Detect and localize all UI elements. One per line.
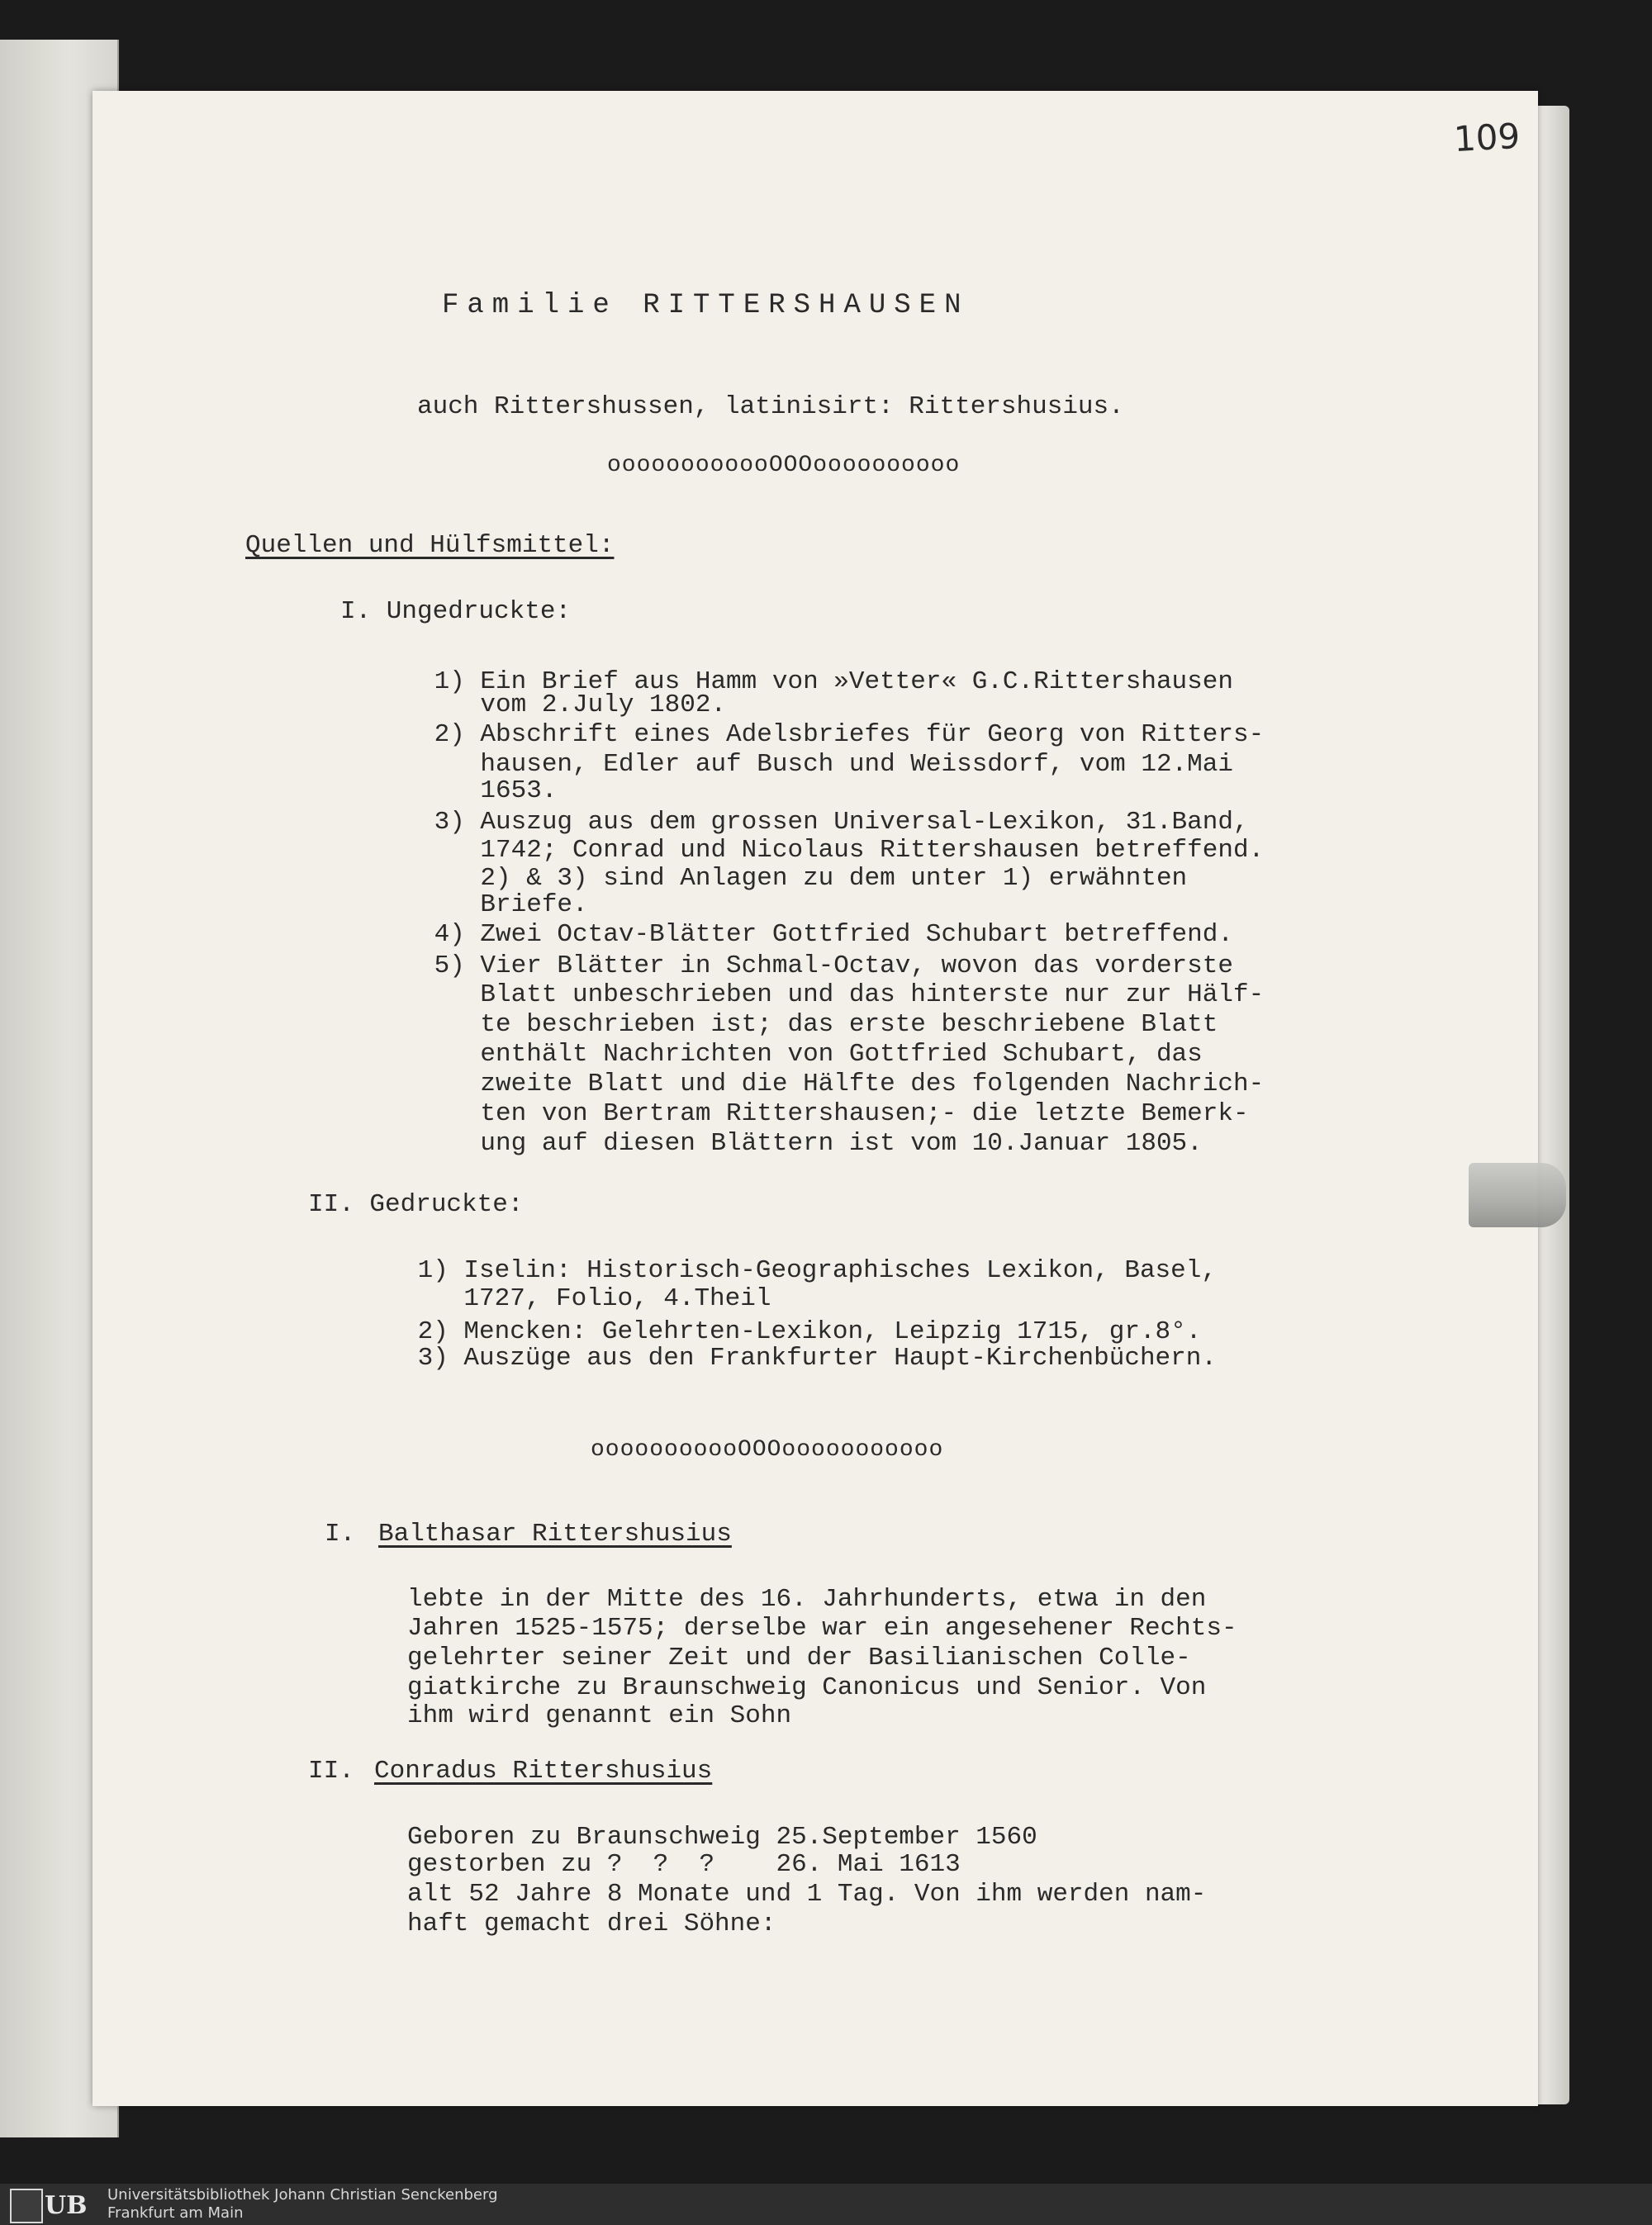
person-text-line: ihm wird genannt ein Sohn xyxy=(407,1701,792,1730)
list-item: 1727, Folio, 4.Theil xyxy=(402,1284,771,1313)
list-item: 1) Iselin: Historisch-Geographisches Lexikon, Basel, xyxy=(402,1256,1217,1285)
printed-heading: II. Gedruckte: xyxy=(308,1190,524,1219)
footer-institution: Universitätsbibliothek Johann Christian Senckenberg xyxy=(107,2186,498,2204)
list-item: vom 2.July 1802. xyxy=(419,690,727,719)
page-number: 109 xyxy=(1452,115,1521,160)
list-item: te beschrieben ist; das erste beschriebene Blatt xyxy=(419,1010,1218,1039)
list-item: 4) Zwei Octav-Blätter Gottfried Schubart betreffend. xyxy=(419,920,1233,949)
list-item: 2) & 3) sind Anlagen zu dem unter 1) erwähnten xyxy=(419,864,1188,893)
person-text-line: gestorben zu ? ? ? 26. Mai 1613 xyxy=(407,1850,961,1879)
person-name: Conradus Rittershusius xyxy=(374,1757,713,1786)
ub-logo-text: UB xyxy=(45,2191,88,2220)
footer-bar xyxy=(0,2184,1652,2225)
person-text-line: gelehrter seiner Zeit und der Basilianischen Colle- xyxy=(407,1644,1191,1672)
sources-heading: Quellen und Hülfsmittel: xyxy=(245,531,615,560)
list-item: 5) Vier Blätter in Schmal-Octav, wovon das vorderste xyxy=(419,951,1233,980)
list-item: 1) Ein Brief aus Hamm von »Vetter« G.C.Rittershausen xyxy=(419,667,1233,696)
list-item: ung auf diesen Blättern ist vom 10.Januar 1805. xyxy=(419,1129,1203,1158)
list-item: Blatt unbeschrieben und das hinterste nur zur Hälf- xyxy=(419,980,1265,1009)
divider-middle: ooooooooooOOOooooooooooo xyxy=(591,1437,944,1463)
list-item: 1653. xyxy=(419,776,558,805)
person-name: Balthasar Rittershusius xyxy=(378,1520,732,1549)
list-item: 2) Mencken: Gelehrten-Lexikon, Leipzig 1715, gr.8°. xyxy=(402,1317,1202,1346)
list-item: zweite Blatt und die Hälfte des folgenden Nachrich- xyxy=(419,1070,1265,1098)
unprinted-heading: I. Ungedruckte: xyxy=(340,597,572,626)
person-numeral: II. xyxy=(308,1757,354,1786)
person-text-line: giatkirche zu Braunschweig Canonicus und Senior. Von xyxy=(407,1673,1207,1702)
person-text-line: Geboren zu Braunschweig 25.September 1560 xyxy=(407,1823,1037,1852)
document-subtitle: auch Rittershussen, latinisirt: Rittershusius. xyxy=(417,392,1124,421)
list-item: 2) Abschrift eines Adelsbriefes für Georg von Ritters- xyxy=(419,720,1265,749)
person-text-line: Jahren 1525-1575; derselbe war ein angesehener Rechts- xyxy=(407,1614,1237,1643)
list-item: 3) Auszug aus dem grossen Universal-Lexikon, 31.Band, xyxy=(419,808,1249,837)
person-text-line: alt 52 Jahre 8 Monate und 1 Tag. Von ihm werden nam- xyxy=(407,1880,1207,1909)
list-item: Briefe. xyxy=(419,890,588,919)
divider-top: oooooooooooOOOoooooooooo xyxy=(607,453,961,478)
document-title: Familie RITTERSHAUSEN xyxy=(442,290,970,321)
list-item: 3) Auszüge aus den Frankfurter Haupt-Kirchenbüchern. xyxy=(402,1344,1217,1373)
page-clip xyxy=(1469,1163,1566,1227)
list-item: enthält Nachrichten von Gottfried Schubart, das xyxy=(419,1040,1203,1069)
person-numeral: I. xyxy=(325,1520,356,1549)
list-item: 1742; Conrad und Nicolaus Rittershausen betreffend. xyxy=(419,836,1265,865)
list-item: ten von Bertram Rittershausen;- die letzte Bemerk- xyxy=(419,1099,1249,1128)
list-item: hausen, Edler auf Busch und Weissdorf, vom 12.Mai xyxy=(419,750,1233,779)
person-text-line: lebte in der Mitte des 16. Jahrhunderts, etwa in den xyxy=(407,1585,1207,1614)
person-text-line: haft gemacht drei Söhne: xyxy=(407,1910,776,1938)
footer-city: Frankfurt am Main xyxy=(107,2204,244,2222)
ub-logo-icon xyxy=(10,2189,43,2223)
